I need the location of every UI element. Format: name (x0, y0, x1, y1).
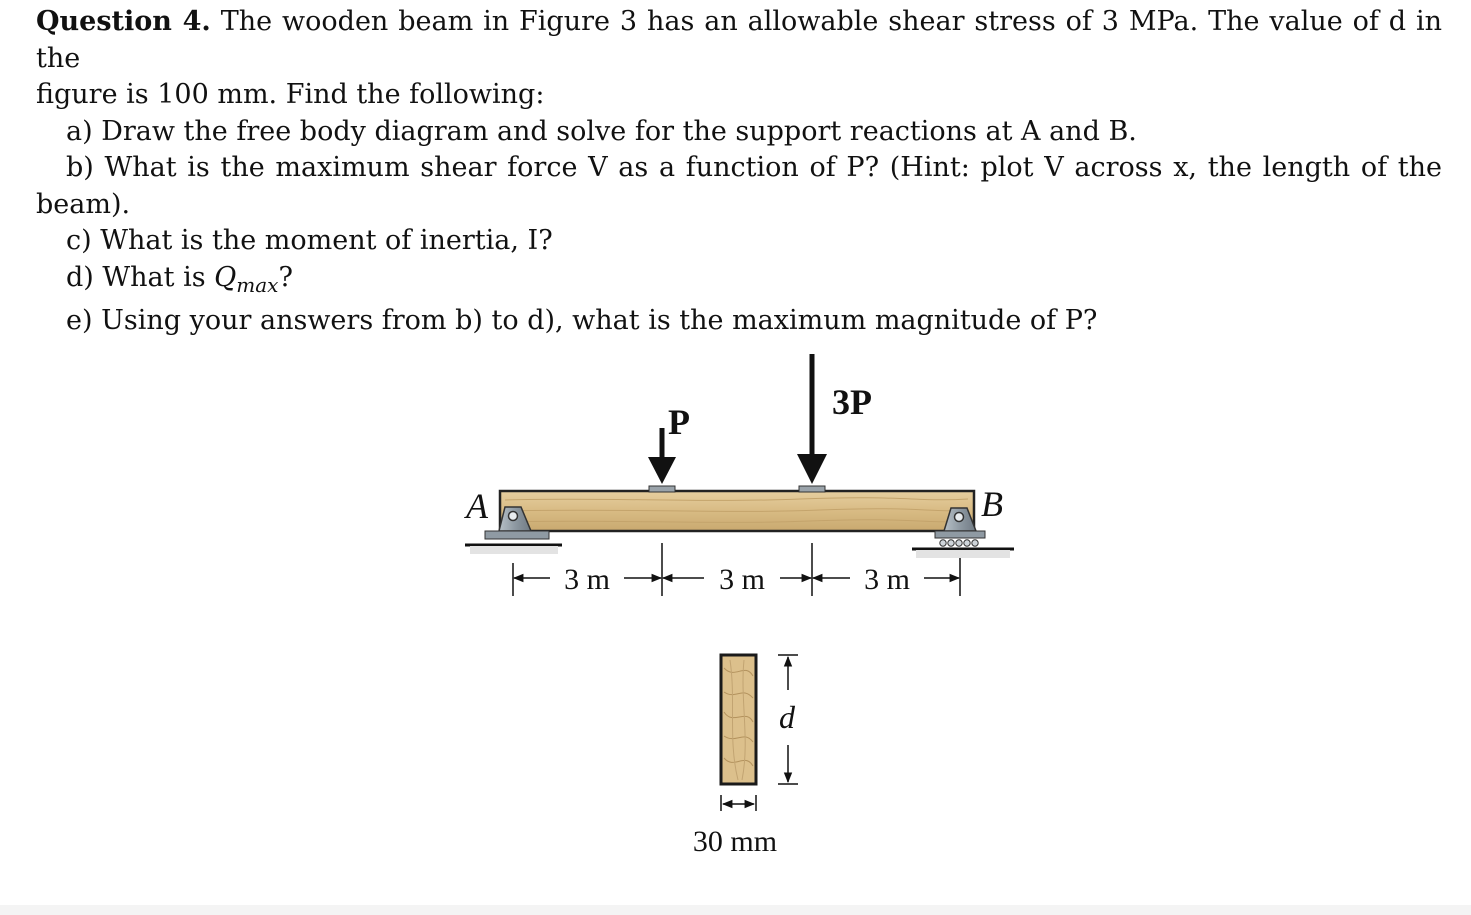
load-3p-label: 3P (832, 382, 872, 422)
question-intro-text: The wooden beam in Figure 3 has an allowable shear stress of 3 MPa. The value of d in the (36, 6, 1443, 74)
span-1-label: 3 m (564, 563, 610, 596)
depth-label: d (779, 699, 795, 735)
q-symbol: Q (214, 261, 237, 293)
load-plate-2 (799, 486, 825, 492)
q-subscript: max (236, 272, 279, 297)
beam-cross-section (721, 655, 756, 784)
part-c: c) What is the moment of inertia, I? (66, 225, 553, 256)
support-a-label: A (466, 486, 488, 526)
part-d-prefix: d) What is (66, 261, 215, 293)
part-e: e) Using your answers from b) to d), what is the maximum magnitude of P? (66, 305, 1098, 336)
load-p-label: P (668, 402, 690, 442)
span-2-label: 3 m (719, 563, 765, 596)
span-3-label: 3 m (864, 563, 910, 596)
question-heading: Question 4. (36, 6, 211, 37)
page-bottom-strip (0, 905, 1471, 915)
width-label: 30 mm (692, 825, 778, 858)
part-d-suffix: ? (278, 261, 293, 293)
load-3p-arrow (797, 354, 827, 484)
part-b-line1: b) What is the maximum shear force V as a function of P? (Hint: plot V across x, the length of the (66, 152, 1442, 183)
wooden-beam (500, 491, 974, 531)
part-a: a) Draw the free body diagram and solve for the support reactions at A and B. (66, 115, 1137, 147)
load-plate-1 (649, 486, 675, 492)
question-intro-line2: figure is 100 mm. Find the following: (36, 79, 545, 110)
support-b-label: B (981, 484, 1003, 524)
part-b-line2: beam). (36, 188, 131, 220)
width-dimension (721, 795, 756, 811)
